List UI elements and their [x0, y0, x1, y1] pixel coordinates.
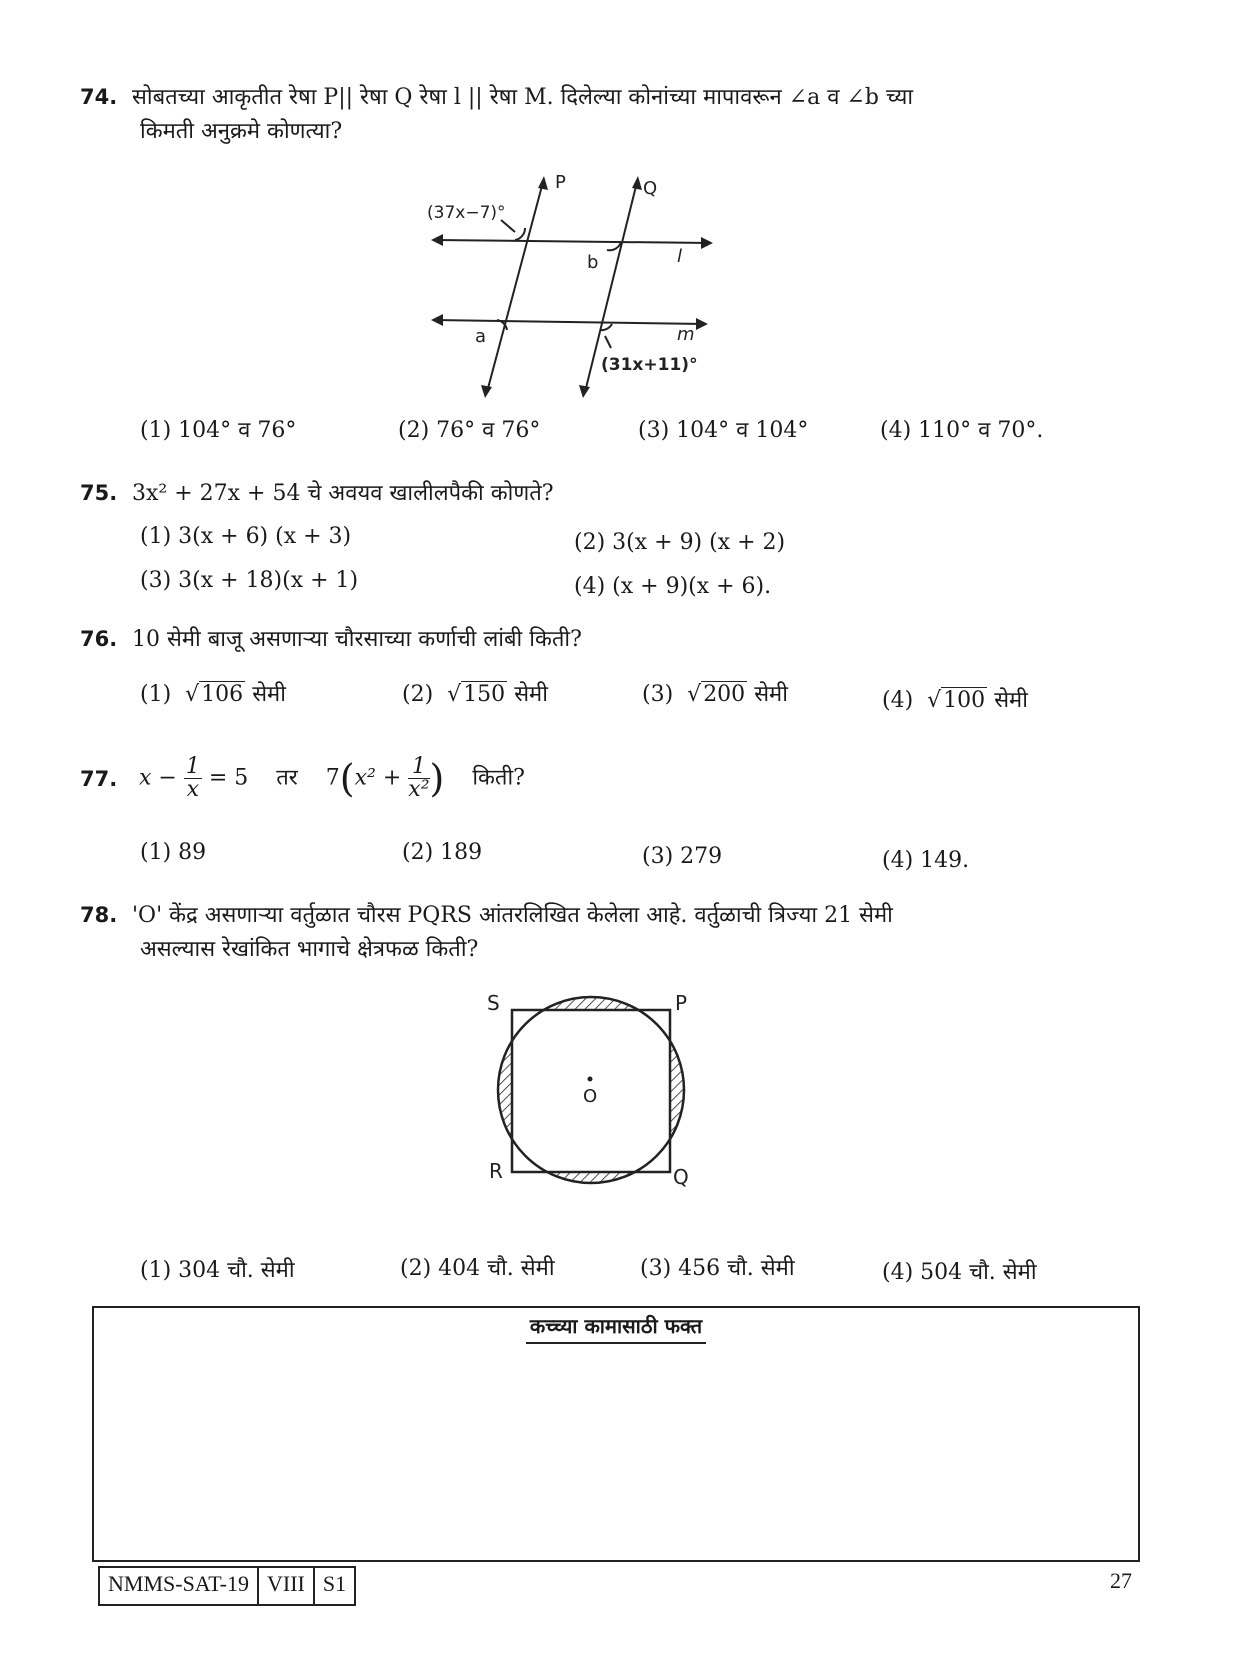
question-text: 3x² + 27x + 54 चे अवयव खालीलपैकी कोणते?: [132, 481, 554, 506]
options-77: [140, 840, 1140, 874]
rough-work-box: [92, 1306, 1140, 1562]
option-4[interactable]: (4) (x + 9)(x + 6).: [574, 574, 772, 599]
option-3[interactable]: (3) 279: [642, 844, 723, 869]
question-number: 75.: [80, 481, 118, 505]
option-2[interactable]: (2) 404 चौ. सेमी: [400, 1256, 555, 1281]
option-1[interactable]: (1) 104° व 76°: [140, 418, 297, 443]
option-4[interactable]: (4) 504 चौ. सेमी: [882, 1260, 1037, 1285]
question-76: [80, 622, 1140, 657]
label-P: P: [555, 172, 566, 193]
label-m: m: [677, 324, 695, 345]
option-1[interactable]: (1) √106 सेमी: [140, 682, 286, 707]
label-O: O: [583, 1086, 598, 1107]
question-number: 74.: [80, 85, 118, 109]
exam-code: NMMS-SAT-19: [100, 1568, 259, 1604]
label-b: b: [587, 252, 599, 273]
question-number: 76.: [80, 627, 118, 651]
option-4[interactable]: (4) 149.: [882, 848, 970, 873]
options-74: [140, 414, 1140, 448]
label-a: a: [475, 326, 487, 347]
label-P: P: [675, 991, 688, 1015]
label-S: S: [487, 991, 500, 1015]
option-4[interactable]: (4) 110° व 70°.: [880, 418, 1044, 443]
rough-work-title: कच्च्या कामासाठी फक्त: [94, 1312, 1138, 1339]
option-3[interactable]: (3) 3(x + 18)(x + 1): [140, 568, 359, 593]
option-1[interactable]: (1) 304 चौ. सेमी: [140, 1258, 295, 1283]
angle-label-1: (37x−7)°: [427, 203, 506, 223]
question-74: [80, 80, 1140, 149]
question-number: 78.: [80, 903, 118, 927]
label-R: R: [489, 1159, 503, 1183]
fraction: $\frac{1}{x}$: [185, 754, 200, 802]
parallel-lines-figure: [415, 170, 735, 410]
question-75: [80, 476, 1140, 511]
inscribed-square-figure: [475, 980, 705, 1200]
standard: VIII: [259, 1568, 315, 1604]
option-2[interactable]: (2) 3(x + 9) (x + 2): [574, 530, 786, 555]
question-number: 77.: [80, 766, 118, 791]
page-number: 27: [1110, 1568, 1132, 1593]
option-3[interactable]: (3) 456 चौ. सेमी: [640, 1256, 795, 1281]
label-l: l: [677, 246, 683, 267]
question-text: 'O' केंद्र असणाऱ्या वर्तुळात चौरस PQRS आंतरलिखित केलेला आहे. वर्तुळाची त्रिज्या 21 सेमी: [132, 903, 893, 928]
question-text-cont: असल्यास रेखांकित भागाचे क्षेत्रफळ किती?: [140, 937, 479, 962]
option-2[interactable]: (2) √150 सेमी: [402, 682, 548, 707]
angle-label-2: (31x+11)°: [601, 355, 698, 375]
question-text-cont: किमती अनुक्रमे कोणत्या?: [140, 119, 343, 144]
question-text: 10 सेमी बाजू असणाऱ्या चौरसाच्या कर्णाची लांबी किती?: [132, 627, 582, 652]
fraction: $\frac{1}{\text{x²}}$: [408, 754, 430, 802]
options-78: [140, 1252, 1140, 1286]
label-Q: Q: [643, 178, 658, 199]
option-1[interactable]: (1) 89: [140, 840, 207, 865]
option-3[interactable]: (3) 104° व 104°: [638, 418, 809, 443]
question-77: 77. x − $\frac{1}{x}$ = 5 तर 7(x² + $\frac{1}{\text{x²}}$ ) किती?: [80, 754, 525, 802]
option-2[interactable]: (2) 189: [402, 840, 483, 865]
option-1[interactable]: (1) 3(x + 6) (x + 3): [140, 524, 352, 549]
question-text: सोबतच्या आकृतीत रेषा P|| रेषा Q रेषा l || रेषा M. दिलेल्या कोनांच्या मापावरून ∠a व ∠b च्या: [132, 85, 914, 110]
label-Q: Q: [673, 1165, 689, 1189]
set-code: S1: [322, 1571, 347, 1596]
option-2[interactable]: (2) 76° व 76°: [398, 418, 541, 443]
options-76: [140, 678, 1140, 718]
options-75: [140, 524, 1140, 604]
question-78: [80, 898, 1140, 967]
option-3[interactable]: (3) √200 सेमी: [642, 682, 788, 707]
paper-code: [98, 1566, 356, 1606]
option-4[interactable]: (4) √100 सेमी: [882, 688, 1028, 713]
